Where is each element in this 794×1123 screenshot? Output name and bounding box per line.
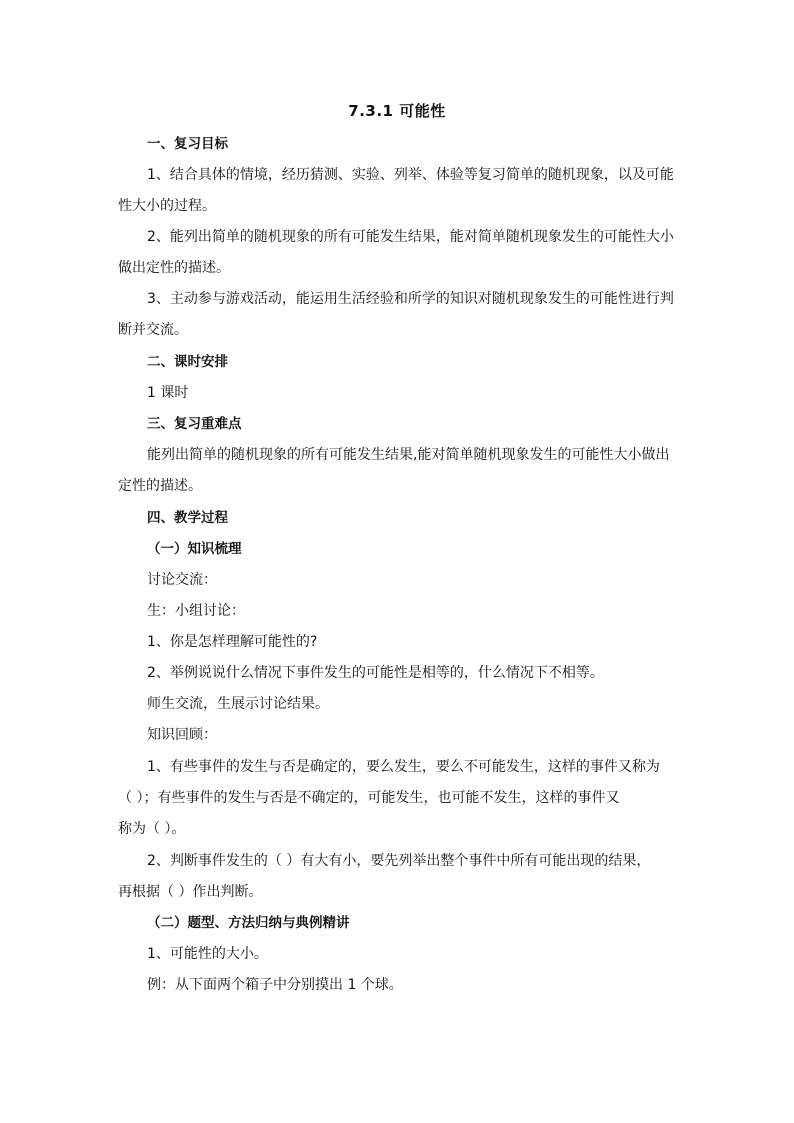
topic-1: 1、可能性的大小。 [147, 946, 268, 962]
goal-1-line-1: 1、结合具体的情境，经历猜测、实验、列举、体验等复习简单的随机现象，以及可能 [147, 167, 674, 183]
paragraph-exchange: 师生交流，生展示讨论结果。 [147, 696, 329, 712]
section-heading-hours: 二、课时安排 [147, 354, 228, 370]
subsection-heading-examples: （二）题型、方法归纳与典例精讲 [147, 915, 350, 931]
section-heading-goals: 一、复习目标 [147, 136, 228, 152]
review-1-line-3: 称为（ ）。 [118, 821, 186, 837]
review-2-line-1: 2、判断事件发生的（ ）有大有小，要先列举出整个事件中所有可能出现的结果， [147, 853, 651, 869]
goal-1-line-2: 性大小的过程。 [118, 198, 216, 214]
question-2: 2、举例说说什么情况下事件发生的可能性是相等的，什么情况下不相等。 [147, 665, 604, 681]
goal-2-line-1: 2、能列出简单的随机现象的所有可能发生结果，能对简单随机现象发生的可能性大小 [147, 229, 674, 245]
review-2-line-2: 再根据（ ）作出判断。 [118, 884, 263, 900]
goal-3-line-2: 断并交流。 [118, 322, 188, 338]
hours-text: 1 课时 [147, 385, 189, 401]
paragraph-group-discussion: 生：小组讨论： [147, 603, 245, 619]
key-points-line-2: 定性的描述。 [118, 478, 202, 494]
page-title: 7.3.1 可能性 [348, 102, 446, 120]
key-points-line-1: 能列出简单的随机现象的所有可能发生结果,能对简单随机现象发生的可能性大小做出 [147, 447, 670, 463]
question-1: 1、你是怎样理解可能性的? [147, 634, 318, 650]
paragraph-review: 知识回顾： [147, 727, 217, 743]
section-heading-key-points: 三、复习重难点 [147, 416, 242, 432]
review-1-line-2: （ ）；有些事件的发生与否是不确定的，可能发生，也可能不发生，这样的事件又 [118, 790, 620, 806]
example-text: 例：从下面两个箱子中分别摸出 1 个球。 [147, 977, 403, 993]
paragraph-discussion: 讨论交流： [147, 572, 217, 588]
subsection-heading-knowledge: （一）知识梳理 [147, 541, 242, 557]
section-heading-process: 四、教学过程 [147, 510, 228, 526]
goal-3-line-1: 3、主动参与游戏活动，能运用生活经验和所学的知识对随机现象发生的可能性进行判 [147, 291, 674, 307]
goal-2-line-2: 做出定性的描述。 [118, 260, 230, 276]
review-1-line-1: 1、有些事件的发生与否是确定的，要么发生，要么不可能发生，这样的事件又称为 [147, 759, 660, 775]
